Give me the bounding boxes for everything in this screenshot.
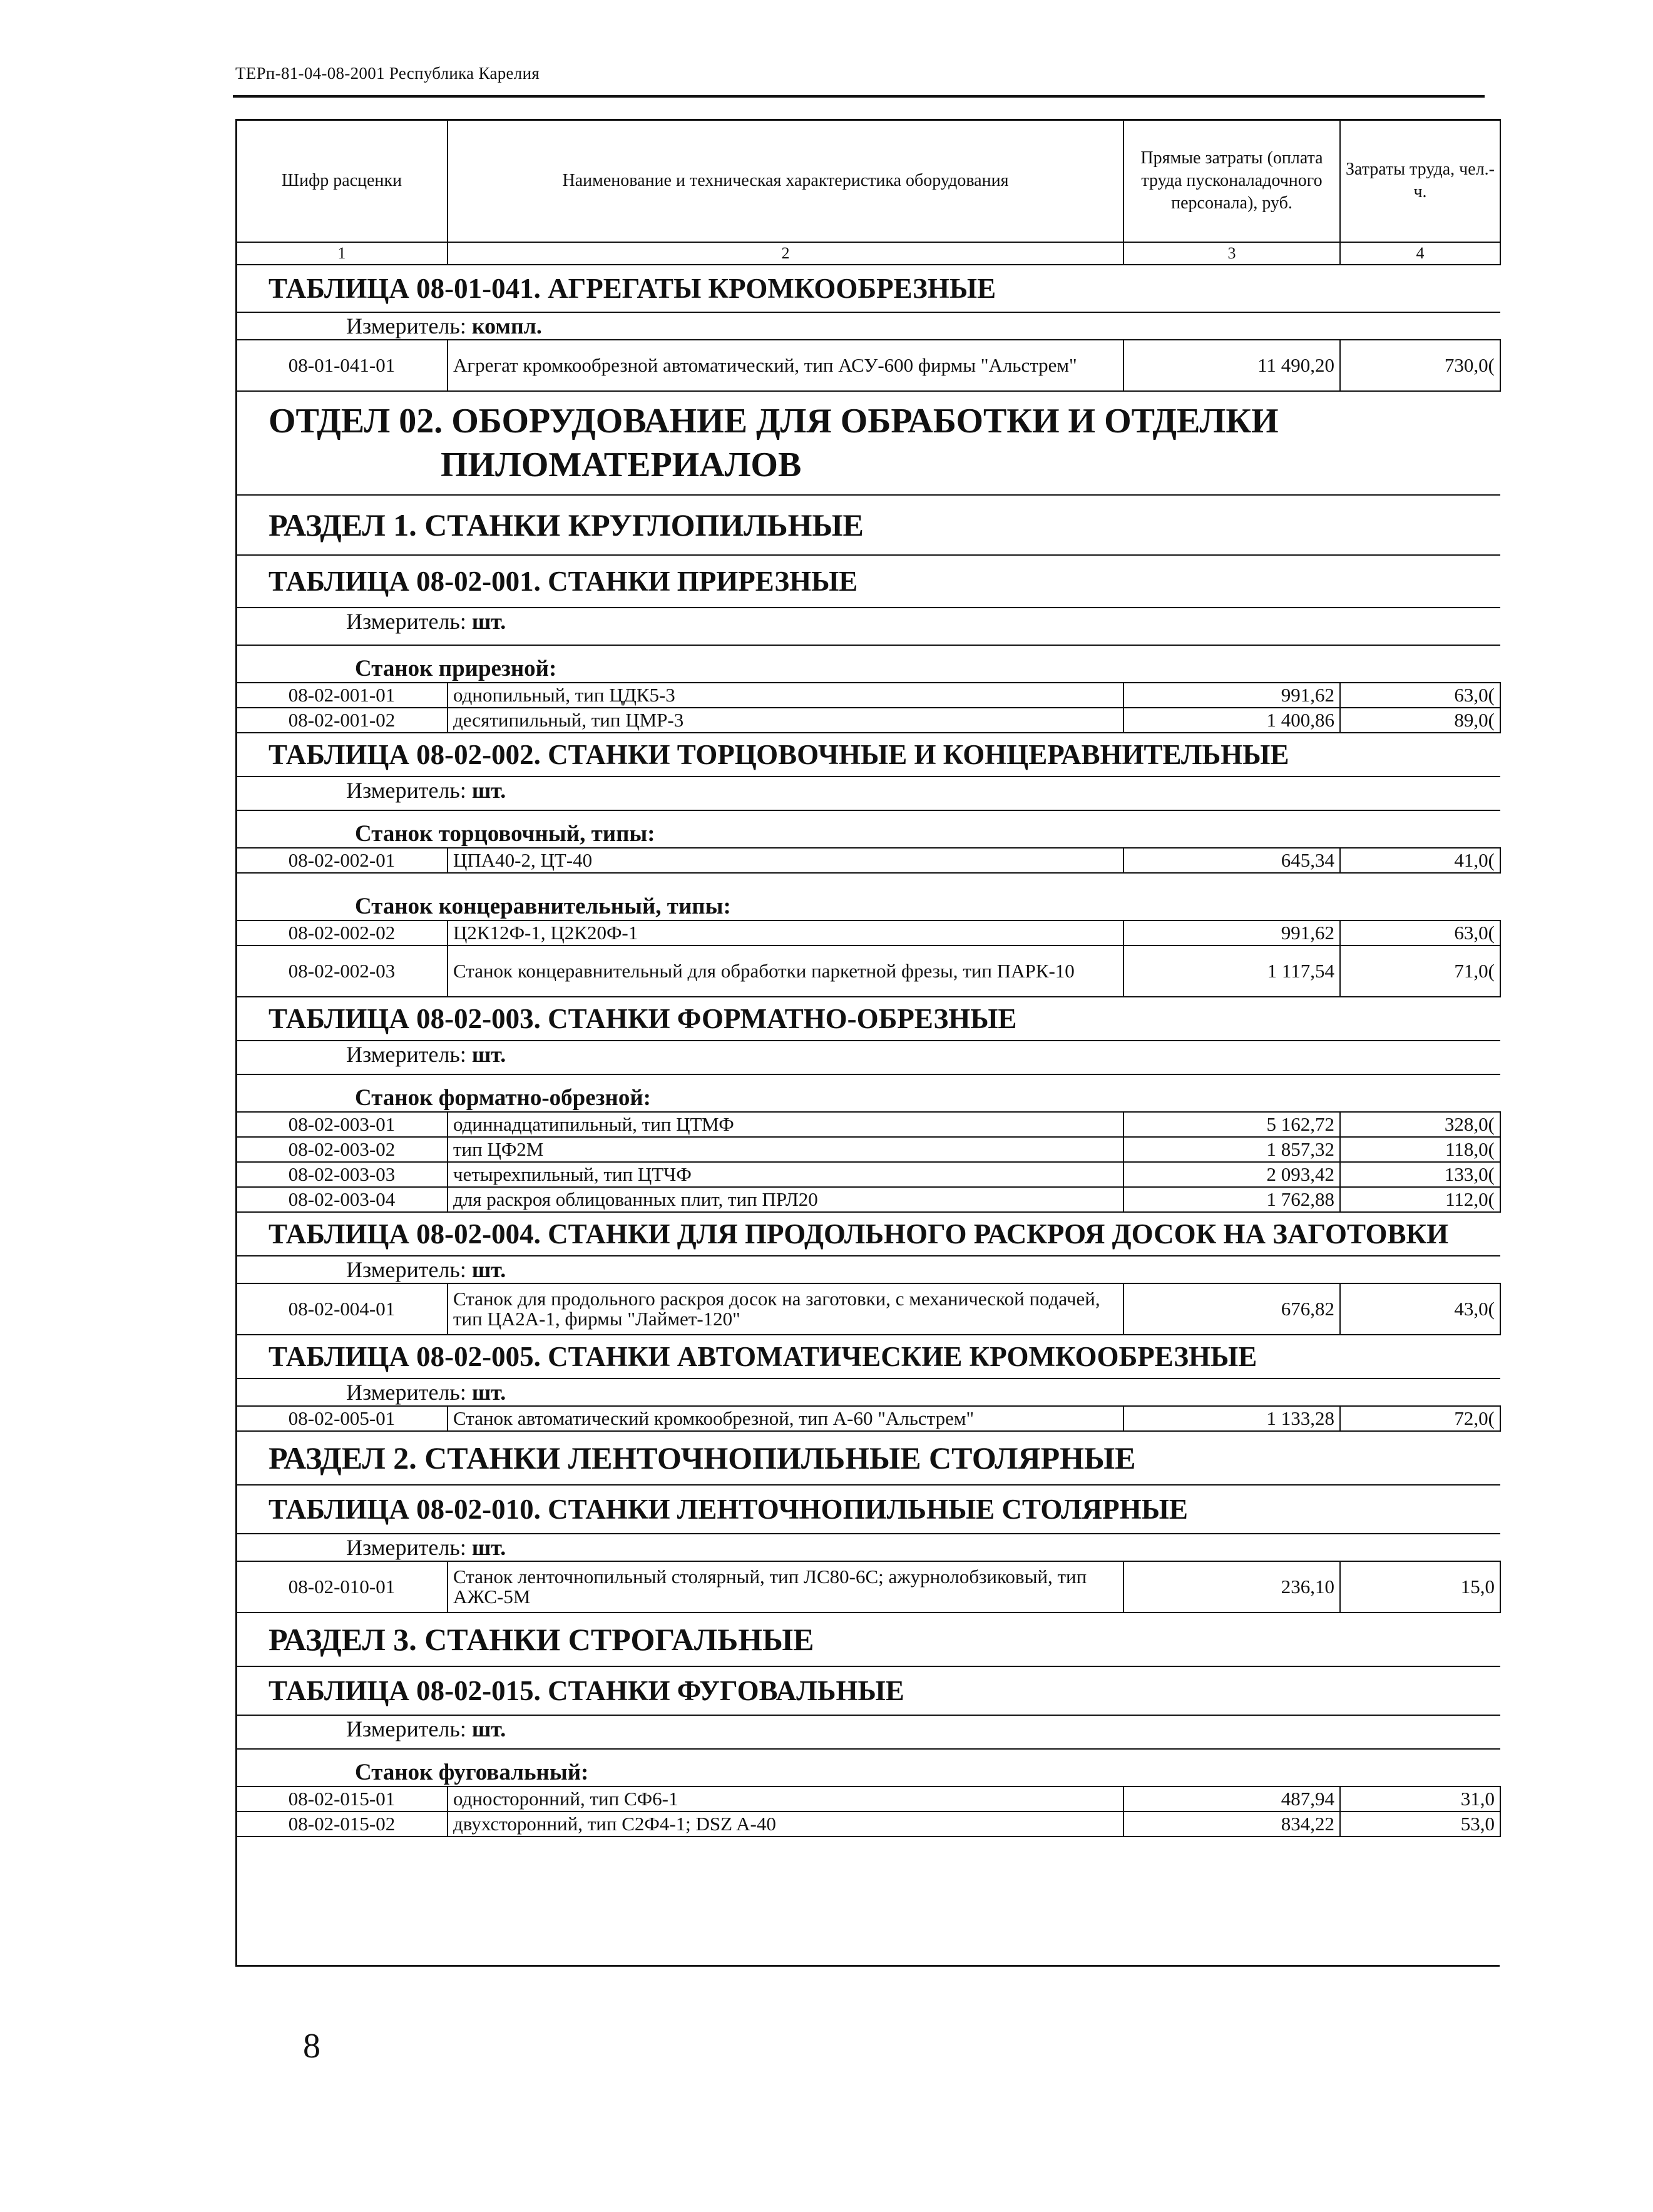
meter-row: [236, 1256, 1500, 1283]
table-row: [236, 1137, 1500, 1162]
rate-code: 08-02-015-01: [236, 1786, 448, 1812]
rate-code: 08-01-041-01: [236, 340, 448, 391]
labor-cost: 41,0(: [1340, 848, 1500, 873]
table-row: [236, 1812, 1500, 1837]
labor-cost: 730,0(: [1340, 340, 1500, 391]
direct-cost: 1 762,88: [1123, 1187, 1340, 1212]
table-row: [236, 848, 1500, 873]
meter-label: Измеритель:: [346, 609, 466, 634]
direct-cost: 1 400,86: [1123, 708, 1340, 733]
meter-unit: шт.: [471, 1042, 506, 1067]
meter-label: Измеритель:: [346, 1535, 466, 1560]
department-title-line2: ПИЛОМАТЕРИАЛОВ: [441, 446, 802, 484]
equipment-name: Станок для продольного раскроя досок на заготовки, с механической подачей, тип ЦА2А-1, фирмы "Лаймет-120": [448, 1283, 1123, 1335]
table-title-row: [236, 1212, 1500, 1256]
rate-code: 08-02-003-01: [236, 1112, 448, 1137]
department-title: ОТДЕЛ 02. ОБОРУДОВАНИЕ ДЛЯ ОБРАБОТКИ И ОТДЕЛКИ: [269, 402, 1279, 441]
table-row: [236, 1162, 1500, 1187]
table-title-row: [236, 1335, 1500, 1379]
labor-cost: 328,0(: [1340, 1112, 1500, 1137]
price-table-sheet: [235, 119, 1495, 1967]
meter-unit: шт.: [471, 1716, 506, 1741]
direct-cost: 1 117,54: [1123, 945, 1340, 997]
table-title: ТАБЛИЦА 08-02-002. СТАНКИ ТОРЦОВОЧНЫЕ И КОНЦЕРАВНИТЕЛЬНЫЕ: [236, 733, 1500, 777]
table-title: ТАБЛИЦА 08-02-001. СТАНКИ ПРИРЕЗНЫЕ: [236, 555, 1500, 608]
table-title: ТАБЛИЦА 08-02-015. СТАНКИ ФУГОВАЛЬНЫЕ: [236, 1666, 1500, 1715]
rate-code: 08-02-003-02: [236, 1137, 448, 1162]
group-label: Станок прирезной:: [236, 645, 1500, 683]
meter-label: Измеритель:: [346, 778, 466, 803]
equipment-name: двухсторонний, тип С2Ф4-1; DSZ A-40: [448, 1812, 1123, 1837]
equipment-name: Агрегат кромкообрезной автоматический, тип АСУ-600 фирмы "Альстрем": [448, 340, 1123, 391]
table-title: ТАБЛИЦА 08-02-010. СТАНКИ ЛЕНТОЧНОПИЛЬНЫЕ СТОЛЯРНЫЕ: [236, 1485, 1500, 1534]
equipment-name: Станок автоматический кромкообрезной, тип А-60 "Альстрем": [448, 1406, 1123, 1431]
labor-cost: 118,0(: [1340, 1137, 1500, 1162]
column-number-row: [236, 242, 1500, 265]
labor-cost: 72,0(: [1340, 1406, 1500, 1431]
labor-cost: 63,0(: [1340, 683, 1500, 708]
table-row: [236, 1786, 1500, 1812]
direct-cost: 991,62: [1123, 683, 1340, 708]
column-header-code: Шифр расценки: [236, 120, 448, 242]
direct-cost: 1 133,28: [1123, 1406, 1340, 1431]
equipment-name: десятипильный, тип ЦМР-3: [448, 708, 1123, 733]
table-row: [236, 945, 1500, 997]
table-row: [236, 340, 1500, 391]
direct-cost: 1 857,32: [1123, 1137, 1340, 1162]
rate-code: 08-02-003-03: [236, 1162, 448, 1187]
rate-code: 08-02-010-01: [236, 1561, 448, 1613]
meter-row: [236, 1041, 1500, 1074]
section-title-row: [236, 1431, 1500, 1485]
rate-code: 08-02-004-01: [236, 1283, 448, 1335]
equipment-name: для раскроя облицованных плит, тип ПРЛ20: [448, 1187, 1123, 1212]
column-header-labor: Затраты труда, чел.-ч.: [1340, 120, 1500, 242]
rate-code: 08-02-002-03: [236, 945, 448, 997]
labor-cost: 43,0(: [1340, 1283, 1500, 1335]
department-title-row: [236, 391, 1500, 495]
column-header-row: [236, 120, 1500, 242]
page-number: 8: [303, 2027, 320, 2066]
rate-code: 08-02-001-01: [236, 683, 448, 708]
meter-row: [236, 1534, 1500, 1561]
table-row: [236, 683, 1500, 708]
labor-cost: 71,0(: [1340, 945, 1500, 997]
column-number: 2: [448, 242, 1123, 265]
direct-cost: 487,94: [1123, 1786, 1340, 1812]
direct-cost: 676,82: [1123, 1283, 1340, 1335]
meter-row: [236, 1715, 1500, 1749]
table-row: [236, 1187, 1500, 1212]
meter-row: [236, 777, 1500, 810]
rate-code: 08-02-005-01: [236, 1406, 448, 1431]
table-row: [236, 1112, 1500, 1137]
table-row: [236, 1283, 1500, 1335]
direct-cost: 5 162,72: [1123, 1112, 1340, 1137]
meter-row: [236, 1379, 1500, 1406]
equipment-name: Станок ленточнопильный столярный, тип ЛС80-6С; ажурнолобзиковый, тип АЖС-5М: [448, 1561, 1123, 1613]
direct-cost: 2 093,42: [1123, 1162, 1340, 1187]
table-title-row: [236, 733, 1500, 777]
rate-code: 08-02-001-02: [236, 708, 448, 733]
section-title-row: [236, 495, 1500, 555]
equipment-name: Станок концеравнительный для обработки паркетной фрезы, тип ПАРК-10: [448, 945, 1123, 997]
equipment-name: односторонний, тип СФ6-1: [448, 1786, 1123, 1812]
group-row: [236, 1749, 1500, 1786]
meter-unit: шт.: [471, 609, 506, 634]
section-title-row: [236, 1613, 1500, 1666]
meter-unit: шт.: [471, 1535, 506, 1560]
group-row: [236, 873, 1500, 920]
rate-code: 08-02-003-04: [236, 1187, 448, 1212]
meter-label: Измеритель:: [346, 1257, 466, 1282]
section-title: РАЗДЕЛ 1. СТАНКИ КРУГЛОПИЛЬНЫЕ: [236, 495, 1500, 555]
price-table: [235, 119, 1501, 1837]
direct-cost: 991,62: [1123, 920, 1340, 945]
direct-cost: 236,10: [1123, 1561, 1340, 1613]
meter-row: [236, 312, 1500, 340]
group-label: Станок концеравнительный, типы:: [236, 873, 1500, 920]
section-title: РАЗДЕЛ 3. СТАНКИ СТРОГАЛЬНЫЕ: [236, 1613, 1500, 1666]
document-header: ТЕРп-81-04-08-2001 Республика Карелия: [235, 64, 540, 83]
table-row: [236, 1561, 1500, 1613]
meter-label: Измеритель:: [346, 1380, 466, 1405]
table-title: ТАБЛИЦА 08-02-005. СТАНКИ АВТОМАТИЧЕСКИЕ КРОМКООБРЕЗНЫЕ: [236, 1335, 1500, 1379]
section-title: РАЗДЕЛ 2. СТАНКИ ЛЕНТОЧНОПИЛЬНЫЕ СТОЛЯРНЫЕ: [236, 1431, 1500, 1485]
table-title-row: [236, 997, 1500, 1041]
labor-cost: 133,0(: [1340, 1162, 1500, 1187]
group-label: Станок форматно-обрезной:: [236, 1074, 1500, 1112]
table-row: [236, 920, 1500, 945]
column-header-name: Наименование и техническая характеристика оборудования: [448, 120, 1123, 242]
column-number: 4: [1340, 242, 1500, 265]
labor-cost: 89,0(: [1340, 708, 1500, 733]
equipment-name: четырехпильный, тип ЦТЧФ: [448, 1162, 1123, 1187]
labor-cost: 112,0(: [1340, 1187, 1500, 1212]
meter-unit: шт.: [471, 1380, 506, 1405]
table-frame-top: [235, 119, 1500, 121]
labor-cost: 15,0: [1340, 1561, 1500, 1613]
group-row: [236, 810, 1500, 848]
meter-unit: компл.: [471, 313, 542, 339]
column-number: 3: [1123, 242, 1340, 265]
table-title-row: [236, 1666, 1500, 1715]
table-frame-left: [235, 119, 237, 1967]
table-title: ТАБЛИЦА 08-01-041. АГРЕГАТЫ КРОМКООБРЕЗНЫЕ: [236, 265, 1500, 312]
labor-cost: 63,0(: [1340, 920, 1500, 945]
table-title: ТАБЛИЦА 08-02-004. СТАНКИ ДЛЯ ПРОДОЛЬНОГО РАСКРОЯ ДОСОК НА ЗАГОТОВКИ: [236, 1212, 1500, 1256]
meter-label: Измеритель:: [346, 1042, 466, 1067]
group-row: [236, 645, 1500, 683]
equipment-name: Ц2К12Ф-1, Ц2К20Ф-1: [448, 920, 1123, 945]
meter-label: Измеритель:: [346, 313, 466, 339]
table-title-row: [236, 1485, 1500, 1534]
table-row: [236, 708, 1500, 733]
group-label: Станок фуговальный:: [236, 1749, 1500, 1786]
equipment-name: однопильный, тип ЦДК5-3: [448, 683, 1123, 708]
labor-cost: 53,0: [1340, 1812, 1500, 1837]
group-row: [236, 1074, 1500, 1112]
table-row: [236, 1406, 1500, 1431]
table-frame-bottom: [235, 1965, 1500, 1967]
equipment-name: ЦПА40-2, ЦТ-40: [448, 848, 1123, 873]
column-header-cost: Прямые затраты (оплата труда пусконаладочного персонала), руб.: [1123, 120, 1340, 242]
direct-cost: 834,22: [1123, 1812, 1340, 1837]
equipment-name: тип ЦФ2М: [448, 1137, 1123, 1162]
column-number: 1: [236, 242, 448, 265]
table-title: ТАБЛИЦА 08-02-003. СТАНКИ ФОРМАТНО-ОБРЕЗНЫЕ: [236, 997, 1500, 1041]
direct-cost: 11 490,20: [1123, 340, 1340, 391]
rate-code: 08-02-015-02: [236, 1812, 448, 1837]
header-rule: [233, 95, 1485, 98]
table-title-row: [236, 555, 1500, 608]
rate-code: 08-02-002-01: [236, 848, 448, 873]
labor-cost: 31,0: [1340, 1786, 1500, 1812]
direct-cost: 645,34: [1123, 848, 1340, 873]
group-label: Станок торцовочный, типы:: [236, 810, 1500, 848]
equipment-name: одиннадцатипильный, тип ЦТМФ: [448, 1112, 1123, 1137]
meter-unit: шт.: [471, 1257, 506, 1282]
rate-code: 08-02-002-02: [236, 920, 448, 945]
table-title-row: [236, 265, 1500, 312]
meter-label: Измеритель:: [346, 1716, 466, 1741]
meter-unit: шт.: [471, 778, 506, 803]
meter-row: [236, 608, 1500, 645]
